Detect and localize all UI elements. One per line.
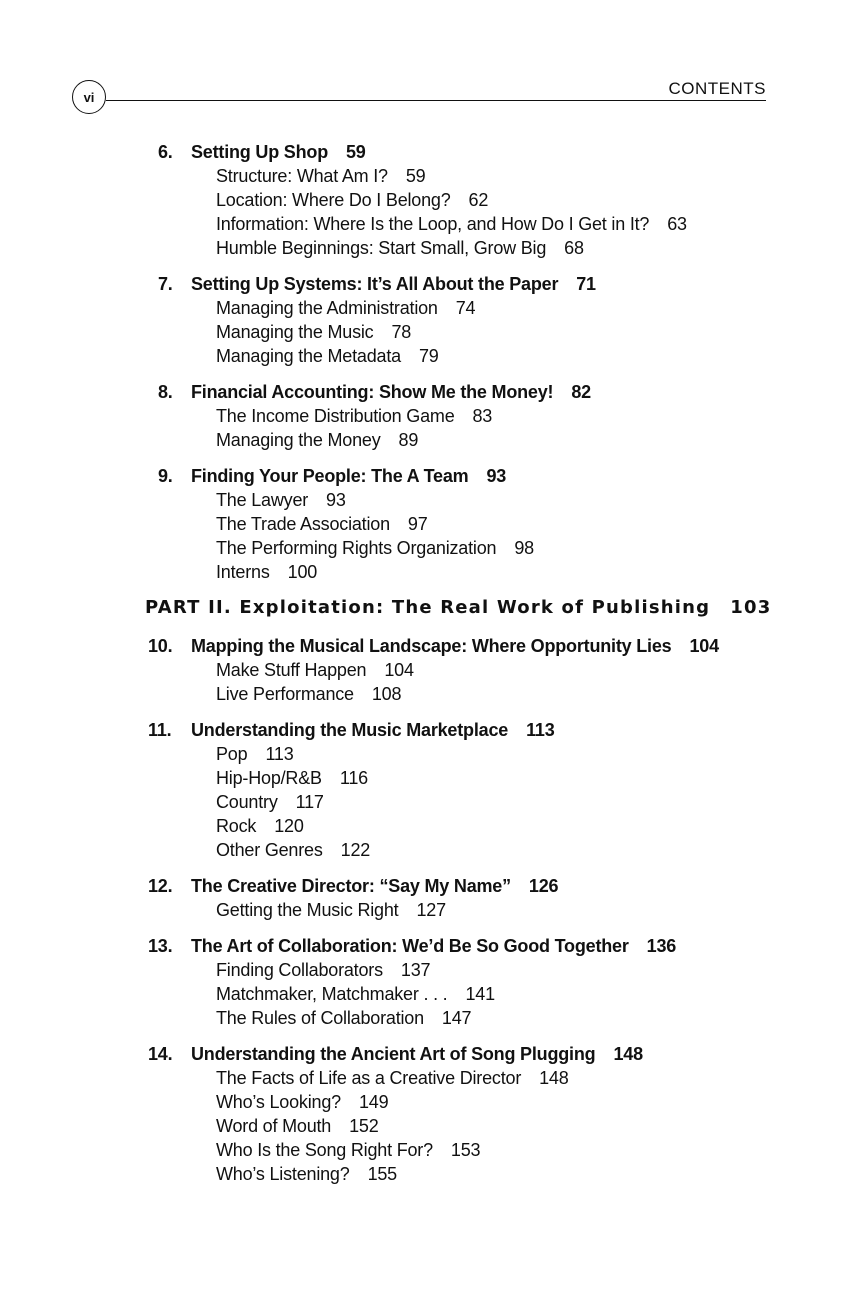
chapter-title-line[interactable]: [145, 464, 765, 488]
part-label: PART II. Exploitation: The Real Work of Publishing: [145, 597, 711, 618]
chapter-title: The Creative Director: “Say My Name”: [191, 876, 511, 896]
chapter-number: 10.: [148, 636, 173, 656]
running-head: CONTENTS: [668, 79, 766, 98]
chapter: [145, 1042, 765, 1186]
entry-page: 155: [367, 1164, 397, 1184]
toc-entry[interactable]: [145, 742, 765, 766]
chapter-page: 126: [528, 876, 559, 896]
toc-entry[interactable]: [145, 1162, 765, 1186]
entry-page: 98: [514, 538, 534, 558]
part-page: 103: [730, 597, 772, 618]
entry-page: 108: [371, 684, 402, 704]
toc-entry[interactable]: [145, 320, 765, 344]
entry-title: Location: Where Do I Belong?: [216, 190, 451, 210]
entry-title: Who Is the Song Right For?: [216, 1140, 433, 1160]
chapter: [145, 272, 765, 368]
entry-page: 116: [339, 768, 368, 788]
toc-entry[interactable]: [145, 212, 765, 236]
page-header: [72, 78, 766, 118]
chapter-title-line[interactable]: [145, 718, 765, 742]
entry-title: Managing the Administration: [216, 298, 438, 318]
entry-page: 89: [398, 430, 419, 450]
entry-title: Matchmaker, Matchmaker . . .: [216, 984, 448, 1004]
toc-entry[interactable]: [145, 428, 765, 452]
entry-page: 59: [405, 166, 426, 186]
entry-title: Humble Beginnings: Start Small, Grow Big: [216, 238, 547, 258]
entry-title: Rock: [216, 816, 257, 836]
entry-title: The Income Distribution Game: [216, 406, 455, 426]
toc-entry[interactable]: [145, 658, 765, 682]
chapter-number: 6.: [158, 142, 173, 162]
chapter-number: 9.: [158, 466, 173, 486]
toc-entry[interactable]: [145, 512, 765, 536]
entry-page: 113: [265, 744, 294, 764]
chapter-title-line[interactable]: [145, 380, 765, 404]
entry-page: 148: [539, 1068, 569, 1088]
entry-title: Country: [216, 792, 278, 812]
toc-entry[interactable]: [145, 1090, 765, 1114]
table-of-contents: [145, 140, 772, 1198]
entry-title: Getting the Music Right: [216, 900, 399, 920]
entry-page: 83: [472, 406, 493, 426]
chapter-title-line[interactable]: [145, 874, 765, 898]
toc-entry[interactable]: [145, 982, 765, 1006]
toc-entry[interactable]: [145, 188, 765, 212]
chapter-title: Finding Your People: The A Team: [191, 466, 469, 486]
chapter: [145, 380, 765, 452]
chapter-title: Financial Accounting: Show Me the Money!: [191, 382, 554, 402]
entry-page: 149: [358, 1092, 389, 1112]
entry-page: 117: [295, 792, 324, 812]
chapter-page: 93: [486, 466, 507, 486]
chapter: [145, 634, 765, 706]
chapter-number: 13.: [148, 936, 173, 956]
toc-entry[interactable]: [145, 766, 765, 790]
entry-title: Managing the Metadata: [216, 346, 401, 366]
chapter-title-line[interactable]: [145, 634, 765, 658]
chapter: [145, 874, 765, 922]
chapter-title-line[interactable]: [145, 1042, 765, 1066]
toc-entry[interactable]: [145, 404, 765, 428]
chapter: [145, 718, 765, 862]
chapter-number: 11.: [148, 720, 172, 740]
chapter-number: 8.: [158, 382, 173, 402]
toc-entry[interactable]: [145, 1114, 765, 1138]
chapter-title: The Art of Collaboration: We’d Be So Good Together: [191, 936, 629, 956]
toc-entry[interactable]: [145, 488, 765, 512]
chapter-number: 12.: [148, 876, 173, 896]
toc-entry[interactable]: [145, 1066, 765, 1090]
entry-page: 62: [468, 190, 489, 210]
entry-page: 147: [441, 1008, 472, 1028]
part-heading[interactable]: [145, 596, 772, 620]
chapter-title: Understanding the Ancient Art of Song Plugging: [191, 1044, 596, 1064]
chapter: [145, 140, 765, 260]
chapters-after-part: [145, 634, 765, 1186]
toc-entry[interactable]: [145, 838, 765, 862]
entry-page: 104: [384, 660, 414, 680]
entry-page: 63: [667, 214, 687, 234]
chapter-title: Understanding the Music Marketplace: [191, 720, 509, 740]
entry-title: The Facts of Life as a Creative Director: [216, 1068, 522, 1088]
entry-title: Word of Mouth: [216, 1116, 332, 1136]
entry-title: Pop: [216, 744, 248, 764]
entry-page: 141: [465, 984, 495, 1004]
chapter-title-line[interactable]: [145, 272, 765, 296]
chapters-before-part: [145, 140, 765, 584]
entry-page: 153: [450, 1140, 481, 1160]
chapter-page: 104: [689, 636, 719, 656]
toc-entry[interactable]: [145, 790, 765, 814]
entry-page: 78: [391, 322, 412, 342]
entry-title: Other Genres: [216, 840, 323, 860]
entry-title: Managing the Music: [216, 322, 374, 342]
entry-page: 93: [326, 490, 346, 510]
chapter-page: 71: [576, 274, 596, 294]
entry-page: 120: [274, 816, 304, 836]
entry-page: 74: [455, 298, 476, 318]
toc-entry[interactable]: [145, 164, 765, 188]
entry-title: The Rules of Collaboration: [216, 1008, 424, 1028]
entry-page: 137: [400, 960, 431, 980]
toc-entry[interactable]: [145, 1006, 765, 1030]
toc-entry[interactable]: [145, 236, 765, 260]
entry-title: Structure: What Am I?: [216, 166, 388, 186]
entry-page: 68: [564, 238, 584, 258]
entry-title: The Performing Rights Organization: [216, 538, 497, 558]
entry-title: Who’s Listening?: [216, 1164, 350, 1184]
entry-title: Who’s Looking?: [216, 1092, 341, 1112]
chapter-title: Setting Up Shop: [191, 142, 328, 162]
entry-title: Hip-Hop/R&B: [216, 768, 322, 788]
toc-entry[interactable]: [145, 958, 765, 982]
entry-title: Managing the Money: [216, 430, 381, 450]
chapter-title-line[interactable]: [145, 140, 765, 164]
entry-title: Live Performance: [216, 684, 354, 704]
entry-page: 122: [340, 840, 371, 860]
toc-entry[interactable]: [145, 560, 765, 584]
toc-entry[interactable]: [145, 682, 765, 706]
entry-page: 152: [349, 1116, 379, 1136]
chapter-number: 14.: [148, 1044, 173, 1064]
entry-page: 97: [407, 514, 428, 534]
toc-entry[interactable]: [145, 536, 765, 560]
entry-title: Information: Where Is the Loop, and How Do I Get in It?: [216, 214, 650, 234]
entry-title: The Trade Association: [216, 514, 390, 534]
chapter-title: Mapping the Musical Landscape: Where Opportunity Lies: [191, 636, 672, 656]
chapter-page: 59: [345, 142, 366, 162]
chapter-page: 82: [571, 382, 591, 402]
toc-entry[interactable]: [145, 898, 765, 922]
header-rule: [106, 100, 766, 101]
chapter-number: 7.: [158, 274, 173, 294]
chapter: [145, 464, 765, 584]
chapter-page: 113: [526, 720, 555, 740]
toc-entry[interactable]: [145, 1138, 765, 1162]
entry-title: The Lawyer: [216, 490, 309, 510]
entry-title: Make Stuff Happen: [216, 660, 367, 680]
chapter-title-line[interactable]: [145, 934, 765, 958]
entry-page: 100: [287, 562, 318, 582]
chapter-title: Setting Up Systems: It’s All About the Paper: [191, 274, 559, 294]
chapter-page: 148: [613, 1044, 643, 1064]
chapter-page: 136: [646, 936, 677, 956]
toc-entry[interactable]: [145, 296, 765, 320]
entry-page: 79: [418, 346, 439, 366]
toc-entry[interactable]: [145, 814, 765, 838]
page-number-badge: vi: [72, 80, 106, 114]
toc-entry[interactable]: [145, 344, 765, 368]
entry-page: 127: [416, 900, 446, 920]
entry-title: Interns: [216, 562, 270, 582]
chapter: [145, 934, 765, 1030]
entry-title: Finding Collaborators: [216, 960, 383, 980]
